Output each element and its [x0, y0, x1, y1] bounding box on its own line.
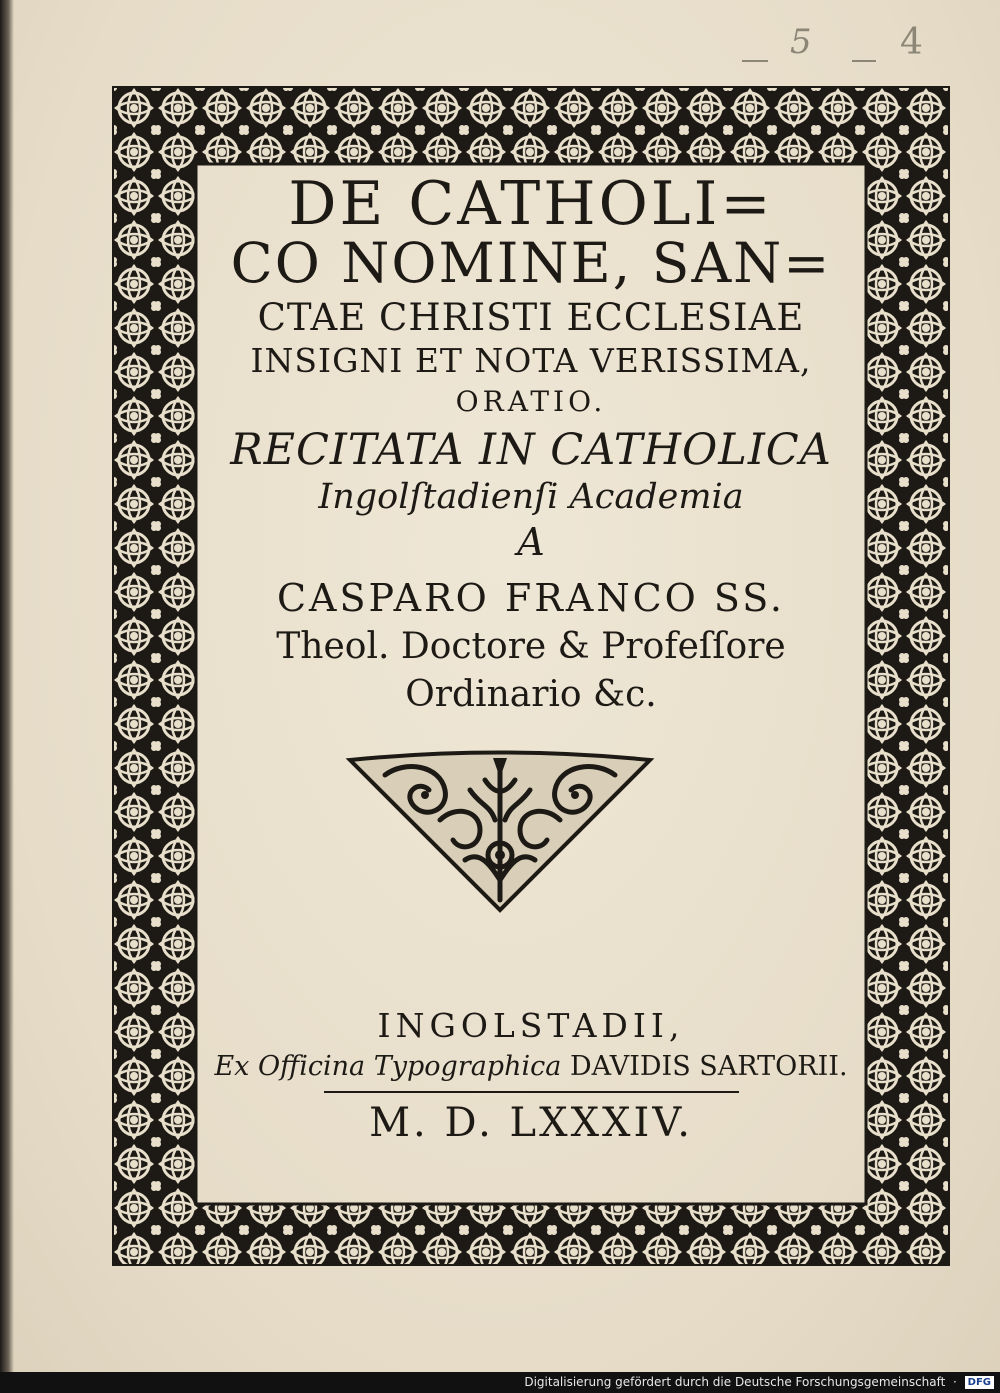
binding-shadow: [0, 0, 14, 1372]
pencil-dash: [742, 60, 768, 62]
dfg-logo-icon: DFG: [965, 1376, 994, 1389]
footer-credit: Digitalisierung gefördert durch die Deutsche Forschungsgemeinschaft: [524, 1375, 946, 1389]
pencil-dash: [852, 60, 876, 62]
imprint-block: [200, 1005, 862, 1147]
imprint-printer-office: Ex Officina Typographica: [214, 1051, 562, 1082]
footer-separator: ·: [949, 1375, 957, 1389]
title-line-4: INSIGNI ET NOTA VERISSIMA,: [250, 341, 812, 380]
title-line-5: ORATIO.: [455, 385, 607, 418]
subtitle-line-3: A: [517, 520, 545, 564]
imprint-printer-name: DAVIDIS SARTORII.: [569, 1051, 848, 1082]
digitization-footer: [0, 1372, 1000, 1393]
subtitle-line-1: RECITATA IN CATHOLICA: [230, 425, 832, 475]
imprint-rule: [324, 1091, 739, 1093]
printers-ornament: [345, 750, 655, 915]
author-line-1: CASPARO FRANCO SS.: [276, 576, 785, 620]
title-line-1: DE CATHOLI=: [288, 169, 774, 239]
imprint-year: M. D. LXXXIV.: [369, 1100, 693, 1146]
imprint-printer: [200, 1047, 862, 1087]
shelfmark-number-5: 5: [790, 22, 812, 62]
title-line-3: CTAE CHRISTI ECCLESIAE: [257, 296, 805, 339]
ornament-icon: [345, 750, 655, 915]
shelfmark-number-4: 4: [900, 22, 923, 63]
imprint-place: INGOLSTADII,: [377, 1006, 685, 1045]
author-line-2: Theol. Doctore & Profeſſore: [276, 626, 786, 667]
subtitle-line-2: Ingolſtadienſi Academia: [318, 477, 744, 517]
author-line-3: Ordinario &c.: [405, 674, 657, 715]
title-line-2: CO NOMINE, SAN=: [230, 231, 832, 295]
